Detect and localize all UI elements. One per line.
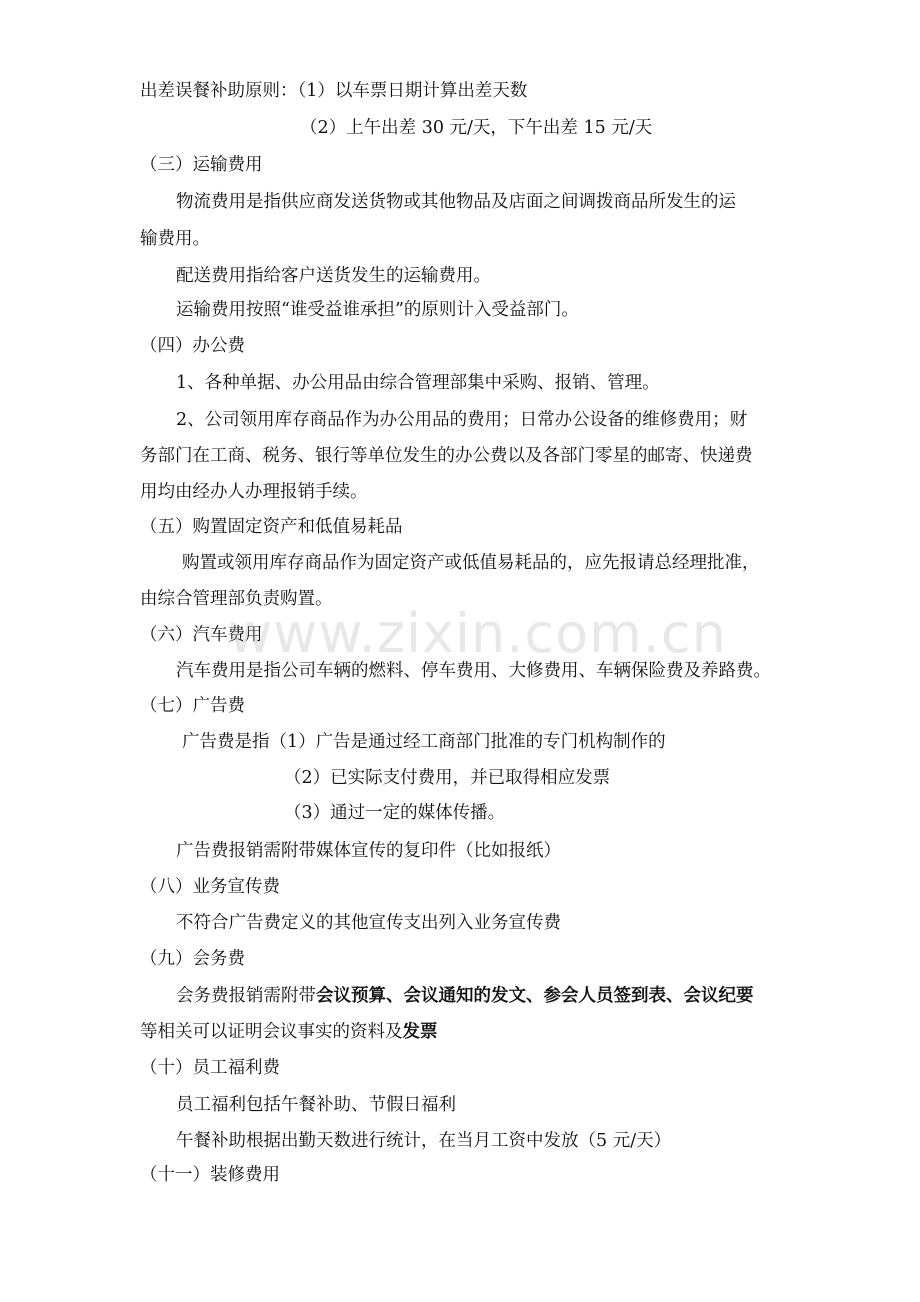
section-heading-renovation: （十一）装修费用: [140, 1165, 280, 1185]
travel-meal-rule-line-2: （2）上午出差 30 元/天，下午出差 15 元/天: [300, 118, 653, 138]
section-heading-office: （四）办公费: [140, 336, 245, 356]
section-heading-welfare: （十）员工福利费: [140, 1058, 280, 1078]
meeting-line-1-bold: 会议预算、会议通知的发文、参会人员签到表、会议纪要: [316, 986, 754, 1006]
paragraph-vehicle: 汽车费用是指公司车辆的燃料、停车费用、大修费用、车辆保险费及养路费。: [176, 661, 771, 681]
section-heading-meeting: （九）会务费: [140, 949, 245, 969]
paragraph-advertising-def-2: （2）已实际支付费用，并已取得相应发票: [284, 768, 611, 788]
travel-meal-rule-line-1: 出差误餐补助原则：（1）以车票日期计算出差天数: [140, 81, 528, 101]
meeting-line-2-text: 等相关可以证明会议事实的资料及: [140, 1022, 403, 1042]
paragraph-fixed-assets-line-2: 由综合管理部负责购置。: [140, 589, 333, 609]
paragraph-office-item-2-line-2: 务部门在工商、税务、银行等单位发生的办公费以及各部门零星的邮寄、快递费: [140, 446, 753, 466]
meeting-line-2-bold: 发票: [402, 1022, 438, 1042]
paragraph-advertising-reimbursement: 广告费报销需附带媒体宣传的复印件（比如报纸）: [176, 841, 561, 861]
paragraph-office-item-1: 1、各种单据、办公用品由综合管理部集中采购、报销、管理。: [176, 373, 660, 393]
paragraph-office-item-2-line-1: 2、公司领用库存商品作为办公用品的费用；日常办公设备的维修费用；财: [176, 410, 748, 430]
section-heading-promotion: （八）业务宣传费: [140, 877, 280, 897]
paragraph-meeting-line-2: [140, 1020, 438, 1044]
section-heading-vehicle: （六）汽车费用: [140, 625, 263, 645]
paragraph-logistics-line-1: 物流费用是指供应商发送货物或其他物品及店面之间调拨商品所发生的运: [176, 192, 736, 212]
watermark: www.zixin.com.cn: [228, 602, 727, 665]
paragraph-logistics-line-2: 输费用。: [140, 229, 210, 249]
paragraph-delivery: 配送费用指给客户送货发生的运输费用。: [176, 266, 491, 286]
paragraph-meeting-line-1: [176, 984, 754, 1008]
paragraph-promotion: 不符合广告费定义的其他宣传支出列入业务宣传费: [176, 913, 561, 933]
paragraph-office-item-2-line-3: 用均由经办人办理报销手续。: [140, 482, 368, 502]
meeting-line-1-text: 会务费报销需附带: [176, 986, 316, 1006]
paragraph-transport-allocation: 运输费用按照“谁受益谁承担”的原则计入受益部门。: [176, 300, 579, 320]
paragraph-lunch-allowance: 午餐补助根据出勤天数进行统计，在当月工资中发放（5 元/天）: [176, 1131, 672, 1151]
paragraph-fixed-assets-line-1: 购置或领用库存商品作为固定资产或低值易耗品的，应先报请总经理批准，: [182, 553, 760, 573]
paragraph-welfare-items: 员工福利包括午餐补助、节假日福利: [176, 1095, 456, 1115]
section-heading-transport: （三）运输费用: [140, 155, 263, 175]
paragraph-advertising-def-3: （3）通过一定的媒体传播。: [284, 803, 506, 823]
section-heading-fixed-assets: （五）购置固定资产和低值易耗品: [140, 517, 403, 537]
section-heading-advertising: （七）广告费: [140, 696, 245, 716]
paragraph-advertising-def-1: 广告费是指（1）广告是通过经工商部门批准的专门机构制作的: [182, 732, 666, 752]
